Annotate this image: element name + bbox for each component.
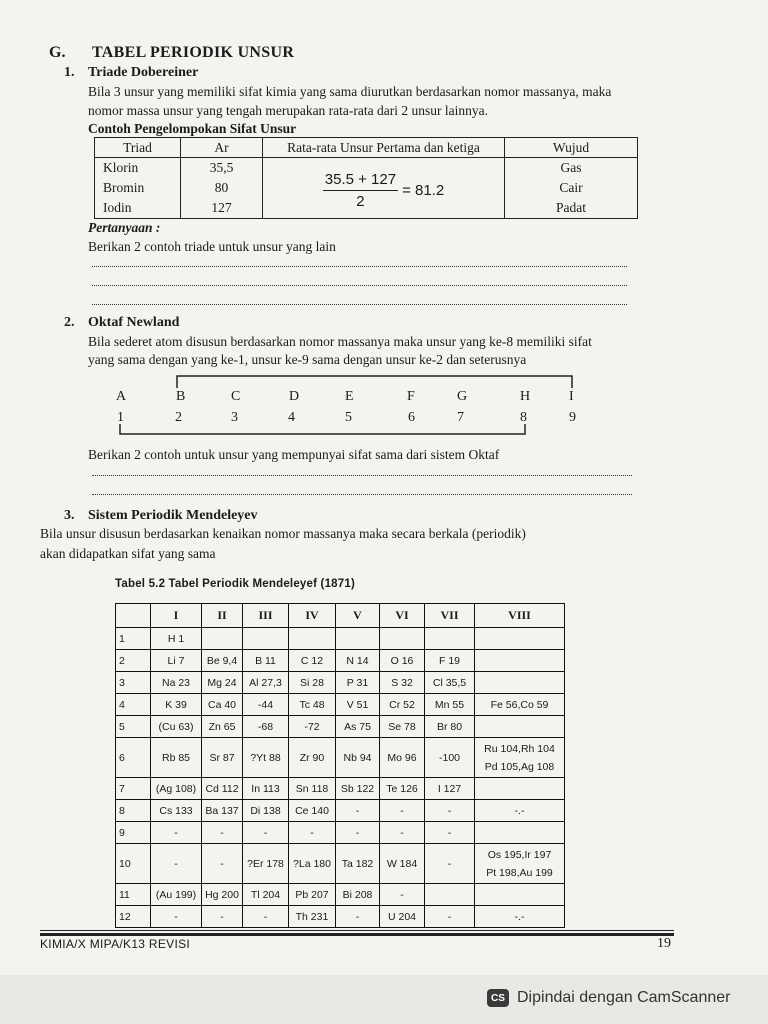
period-number: 3 [116, 672, 151, 694]
element-cell [425, 628, 475, 650]
octave-brackets [110, 370, 590, 440]
dobereiner-question: Berikan 2 contoh triade untuk unsur yang lain [88, 239, 336, 254]
mendeleyev-header-row [116, 604, 565, 628]
section-title: TABEL PERIODIK UNSUR [92, 44, 295, 61]
answer-line [92, 475, 632, 476]
octave-letter: G [457, 389, 468, 404]
octave-number: 1 [117, 410, 124, 425]
element-cell: B 11 [243, 650, 289, 672]
element-cell: Rb 85 [151, 738, 202, 778]
element-cell [380, 628, 425, 650]
newland-number: 2. [64, 315, 75, 330]
triad-name: Bromin [103, 180, 145, 195]
mendeleyev-table [115, 603, 565, 928]
element-cell: -.- [475, 906, 565, 928]
element-cell: Sn 118 [289, 778, 336, 800]
element-cell [202, 628, 243, 650]
octave-number: 6 [408, 410, 415, 425]
average-formula-cell [263, 158, 505, 219]
newland-text-2: yang sama dengan yang ke-1, unsur ke-9 sama dengan unsur ke-2 dan seterusnya [88, 352, 527, 367]
element-cell: -.- [475, 800, 565, 822]
element-cell: C 12 [289, 650, 336, 672]
element-cell: Zn 65 [202, 716, 243, 738]
formula-numerator: 35.5 + 127 [323, 171, 398, 191]
octave-number: 5 [345, 410, 352, 425]
octave-number: 4 [288, 410, 295, 425]
element-cell: Li 7 [151, 650, 202, 672]
table-caption: Tabel 5.2 Tabel Periodik Mendeleyef (1871) [115, 578, 355, 590]
header-average: Rata-rata Unsur Pertama dan ketiga [263, 138, 505, 158]
period-number: 8 [116, 800, 151, 822]
element-cell: - [202, 844, 243, 884]
octave-letter: B [176, 389, 186, 404]
element-cell: - [151, 906, 202, 928]
element-cell [289, 628, 336, 650]
mendeleyev-row [116, 844, 565, 884]
period-number: 12 [116, 906, 151, 928]
element-cell [475, 650, 565, 672]
element-cell: - [336, 800, 380, 822]
element-cell: -68 [243, 716, 289, 738]
element-cell: Te 126 [380, 778, 425, 800]
ar-value: 80 [214, 180, 229, 195]
page-number: 19 [657, 936, 671, 951]
element-cell: -44 [243, 694, 289, 716]
element-cell: - [336, 906, 380, 928]
element-cell: Tl 204 [243, 884, 289, 906]
period-number: 4 [116, 694, 151, 716]
header-wujud: Wujud [505, 138, 638, 158]
period-number: 11 [116, 884, 151, 906]
octave-letter: C [231, 389, 241, 404]
octave-number: 3 [231, 410, 238, 425]
element-cell: Cs 133 [151, 800, 202, 822]
element-cell [475, 716, 565, 738]
element-cell: Mn 55 [425, 694, 475, 716]
mend-header [116, 604, 151, 628]
mendeleyev-row [116, 628, 565, 650]
mend-header: I [151, 604, 202, 628]
element-cell: As 75 [336, 716, 380, 738]
element-cell: Ca 40 [202, 694, 243, 716]
newland-text-1: Bila sederet atom disusun berdasarkan nomor massanya maka unsur yang ke-8 memiliki sifat [88, 334, 592, 349]
mendeleyev-row [116, 822, 565, 844]
question-label: Pertanyaan : [88, 220, 161, 235]
element-cell: ?Er 178 [243, 844, 289, 884]
element-cell: Di 138 [243, 800, 289, 822]
element-cell: - [202, 822, 243, 844]
answer-line [92, 266, 627, 267]
ar-value: 127 [211, 200, 232, 215]
mendeleyev-text-2: akan didapatkan sifat yang sama [40, 546, 216, 561]
triad-wujud [505, 158, 638, 219]
element-cell-line: Ru 104,Rh 104 [484, 742, 555, 755]
dobereiner-title: Triade Dobereiner [88, 65, 199, 80]
element-cell: Nb 94 [336, 738, 380, 778]
formula-result: = 81.2 [402, 181, 445, 199]
element-cell: Fe 56,Co 59 [475, 694, 565, 716]
triad-names [95, 158, 181, 219]
element-cell: Bi 208 [336, 884, 380, 906]
element-cell: - [151, 844, 202, 884]
mendeleyev-row [116, 650, 565, 672]
element-cell: Ta 182 [336, 844, 380, 884]
octave-number: 7 [457, 410, 464, 425]
element-cell: - [425, 800, 475, 822]
dobereiner-text-2: nomor massa unsur yang tengah merupakan rata-rata dari 2 unsur lainnya. [88, 103, 488, 118]
element-cell: Al 27,3 [243, 672, 289, 694]
element-cell: H 1 [151, 628, 202, 650]
element-cell: ?La 180 [289, 844, 336, 884]
element-cell: V 51 [336, 694, 380, 716]
average-formula [323, 171, 444, 210]
element-cell [475, 672, 565, 694]
element-cell: In 113 [243, 778, 289, 800]
mendeleyev-row [116, 672, 565, 694]
answer-line [92, 494, 632, 495]
octave-number: 9 [569, 410, 576, 425]
element-cell [475, 822, 565, 844]
element-cell: Ce 140 [289, 800, 336, 822]
mend-header: V [336, 604, 380, 628]
mendeleyev-row [116, 906, 565, 928]
element-cell: - [425, 906, 475, 928]
element-cell: - [243, 906, 289, 928]
section-letter: G. [49, 44, 66, 61]
element-cell: Zr 90 [289, 738, 336, 778]
element-cell: ?Yt 88 [243, 738, 289, 778]
element-cell [475, 844, 565, 884]
element-cell: I 127 [425, 778, 475, 800]
triad-table [94, 137, 638, 219]
mend-header: III [243, 604, 289, 628]
mend-header: VI [380, 604, 425, 628]
camscanner-text: Dipindai dengan CamScanner [517, 989, 731, 1006]
footer-rule [40, 930, 674, 931]
wujud-value: Cair [559, 180, 583, 195]
element-cell [475, 628, 565, 650]
footer-course: KIMIA/X MIPA/K13 REVISI [40, 937, 191, 951]
period-number: 6 [116, 738, 151, 778]
period-number: 7 [116, 778, 151, 800]
element-cell: (Ag 108) [151, 778, 202, 800]
triad-table-header [95, 138, 638, 158]
element-cell: Ba 137 [202, 800, 243, 822]
element-cell: -72 [289, 716, 336, 738]
element-cell: Si 28 [289, 672, 336, 694]
element-cell: Cl 35,5 [425, 672, 475, 694]
element-cell: (Cu 63) [151, 716, 202, 738]
element-cell: Sb 122 [336, 778, 380, 800]
element-cell [475, 884, 565, 906]
element-cell: Be 9,4 [202, 650, 243, 672]
element-cell: W 184 [380, 844, 425, 884]
footer-rule [40, 933, 674, 936]
element-cell: O 16 [380, 650, 425, 672]
ar-value: 35,5 [209, 160, 234, 175]
mendeleyev-row [116, 694, 565, 716]
element-cell-line: Pd 105,Ag 108 [484, 760, 555, 773]
element-cell: Th 231 [289, 906, 336, 928]
period-number: 1 [116, 628, 151, 650]
octave-letter: I [569, 389, 574, 404]
header-ar: Ar [181, 138, 263, 158]
mend-header: VII [425, 604, 475, 628]
wujud-value: Padat [556, 200, 586, 215]
period-number: 9 [116, 822, 151, 844]
octave-number: 2 [175, 410, 182, 425]
header-triad: Triad [95, 138, 181, 158]
element-cell: -100 [425, 738, 475, 778]
mendeleyev-text-1: Bila unsur disusun berdasarkan kenaikan nomor massanya maka secara berkala (periodik) [40, 526, 526, 541]
element-cell: - [425, 822, 475, 844]
period-number: 10 [116, 844, 151, 884]
element-cell: F 19 [425, 650, 475, 672]
element-cell: P 31 [336, 672, 380, 694]
element-cell: - [380, 800, 425, 822]
mendeleyev-row [116, 778, 565, 800]
element-cell: Hg 200 [202, 884, 243, 906]
element-cell: S 32 [380, 672, 425, 694]
element-cell: - [336, 822, 380, 844]
element-cell: U 204 [380, 906, 425, 928]
element-cell: Se 78 [380, 716, 425, 738]
mendeleyev-row [116, 800, 565, 822]
element-cell: - [380, 884, 425, 906]
element-cell: - [202, 906, 243, 928]
octave-number: 8 [520, 410, 527, 425]
element-cell: - [380, 822, 425, 844]
newland-question: Berikan 2 contoh untuk unsur yang mempunyai sifat sama dari sistem Oktaf [88, 447, 500, 462]
element-cell [475, 738, 565, 778]
triad-name: Klorin [103, 160, 139, 175]
element-cell: - [151, 822, 202, 844]
mend-header: II [202, 604, 243, 628]
mendeleyev-row [116, 738, 565, 778]
mend-header: VIII [475, 604, 565, 628]
period-number: 2 [116, 650, 151, 672]
element-cell [336, 628, 380, 650]
element-cell [475, 778, 565, 800]
element-cell: K 39 [151, 694, 202, 716]
mend-header: IV [289, 604, 336, 628]
element-cell: Tc 48 [289, 694, 336, 716]
camscanner-logo-icon: CS [487, 989, 509, 1007]
formula-fraction [323, 171, 398, 210]
answer-line [92, 285, 627, 286]
octave-letter: E [345, 389, 354, 404]
example-title: Contoh Pengelompokan Sifat Unsur [88, 121, 297, 136]
camscanner-watermark [471, 982, 756, 1014]
triad-name: Iodin [103, 200, 132, 215]
element-cell-line: Pt 198,Au 199 [486, 866, 553, 879]
element-cell-line: Os 195,Ir 197 [487, 848, 552, 861]
dobereiner-text-1: Bila 3 unsur yang memiliki sifat kimia yang sama diurutkan berdasarkan nomor massanya, maka [88, 84, 612, 99]
newland-title: Oktaf Newland [88, 315, 180, 330]
octave-letter: D [289, 389, 300, 404]
octave-letter: F [407, 389, 415, 404]
octave-letter: A [116, 389, 127, 404]
element-cell: N 14 [336, 650, 380, 672]
element-cell: (Au 199) [151, 884, 202, 906]
element-cell: Br 80 [425, 716, 475, 738]
dobereiner-number: 1. [64, 65, 75, 80]
element-cell [243, 628, 289, 650]
element-cell: - [243, 822, 289, 844]
mendeleyev-row [116, 716, 565, 738]
mendeleyev-title: Sistem Periodik Mendeleyev [88, 508, 258, 523]
element-cell [425, 884, 475, 906]
mendeleyev-number: 3. [64, 508, 75, 523]
element-cell: - [425, 844, 475, 884]
triad-table-body [95, 158, 638, 219]
element-cell: Mo 96 [380, 738, 425, 778]
answer-line [92, 304, 627, 305]
element-cell: Cd 112 [202, 778, 243, 800]
octave-letter: H [520, 389, 531, 404]
element-cell: Mg 24 [202, 672, 243, 694]
element-cell: Na 23 [151, 672, 202, 694]
element-cell: Cr 52 [380, 694, 425, 716]
wujud-value: Gas [560, 160, 582, 175]
period-number: 5 [116, 716, 151, 738]
element-cell: - [289, 822, 336, 844]
element-cell: Sr 87 [202, 738, 243, 778]
mendeleyev-row [116, 884, 565, 906]
formula-denominator: 2 [356, 192, 365, 210]
triad-ar [181, 158, 263, 219]
element-cell: Pb 207 [289, 884, 336, 906]
